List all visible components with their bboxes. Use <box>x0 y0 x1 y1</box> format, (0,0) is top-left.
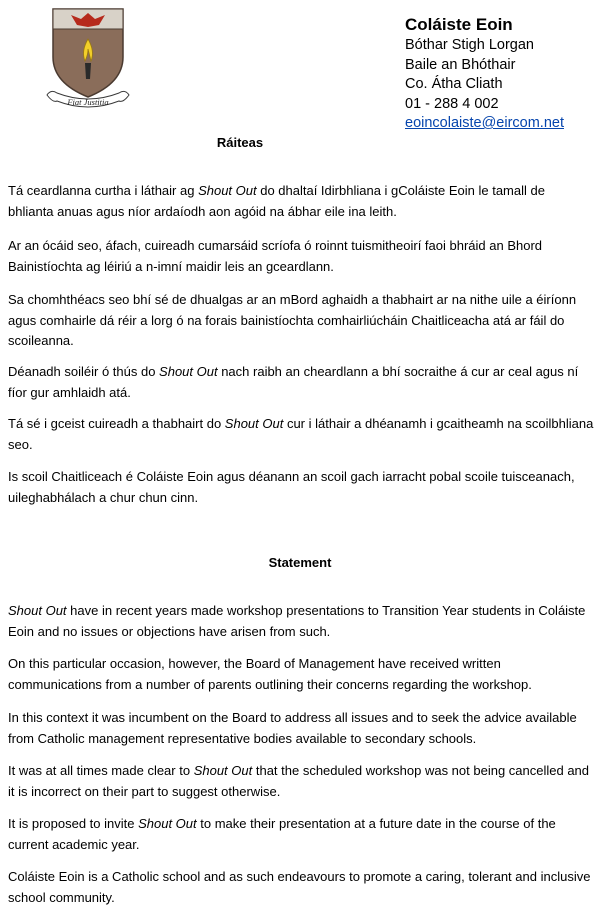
english-paragraph <box>8 761 594 802</box>
text-run: Is scoil Chaitliceach é Coláiste Eoin agus déanann an scoil gach iarracht pobal scoile tuisceanach, uileghabhálach a chur chun cinn. <box>8 469 575 505</box>
address-line: Co. Átha Cliath <box>405 76 503 92</box>
italic-run: Shout Out <box>8 603 67 618</box>
crest-motto: Fiat Justitia <box>67 97 109 107</box>
text-run: Tá sé i gceist cuireadh a thabhairt do <box>8 416 225 431</box>
english-paragraph <box>8 654 594 695</box>
english-paragraph <box>8 601 594 642</box>
english-paragraph <box>8 708 594 749</box>
italic-run: Shout Out <box>138 816 197 831</box>
text-run: Ar an ócáid seo, áfach, cuireadh cumarsáid scríofa ó roinnt tuismitheoirí faoi bhráid an Bhord Bainistíochta ag léiriú a n-imní maidir leis an gceardlann. <box>8 238 543 274</box>
irish-paragraph <box>8 236 594 277</box>
text-run: On this particular occasion, however, the Board of Management have received written communications from a number of parents outlining their concerns regarding the workshop. <box>8 656 532 692</box>
text-run: have in recent years made workshop presentations to Transition Year students in Coláiste Eoin and no issues or objections have arisen from such. <box>8 603 586 639</box>
address-block <box>405 14 564 134</box>
italic-run: Shout Out <box>193 763 253 778</box>
text-run: Sa chomhthéacs seo bhí sé de dhualgas ar an mBord aghaidh a thabhairt ar na nithe uile a éiríonn agus comhairle dá réir a lorg ó na forais bainistíochta comhairliúcháin Chaitliceacha atá ar fáil do scoileanna. <box>8 292 577 348</box>
text-run: It is proposed to invite <box>8 816 139 831</box>
school-crest-logo <box>43 5 133 113</box>
text-run: that the scheduled workshop was not being cancelled and it is incorrect on their part to suggest otherwise. <box>8 763 590 799</box>
irish-paragraph <box>8 467 594 508</box>
irish-heading: Ráiteas <box>216 135 264 150</box>
text-run: nach raibh an cheardlann a bhí socraithe á cur ar ceal agus ní fíor gur amhlaidh atá. <box>8 364 579 400</box>
irish-paragraph <box>8 290 594 352</box>
italic-run: Shout Out <box>224 416 284 431</box>
text-run: Déanadh soiléir ó thús do <box>8 364 160 379</box>
italic-run: Shout Out <box>198 183 257 198</box>
italic-run: Shout Out <box>159 364 218 379</box>
english-heading: Statement <box>268 555 332 570</box>
irish-paragraph <box>8 414 594 455</box>
text-run: do dhaltaí Idirbhliana i gColáiste Eoin le tamall de bhlianta anuas agus níor ardaíodh aon agóid na ábhar eile ina leith. <box>8 183 545 219</box>
irish-paragraph <box>8 181 594 222</box>
text-run: Coláiste Eoin is a Catholic school and as such endeavours to promote a caring, tolerant and inclusive school community. <box>8 869 591 905</box>
phone-number: 01 - 288 4 002 <box>405 95 499 112</box>
english-paragraph <box>8 867 594 908</box>
school-name: Coláiste Eoin <box>405 15 513 34</box>
text-run: Tá ceardlanna curtha i láthair ag <box>8 183 199 198</box>
email-link[interactable]: eoincolaiste@eircom.net <box>405 115 564 131</box>
text-run: In this context it was incumbent on the Board to address all issues and to seek the advice available from Catholic management representative bodies available to secondary schools. <box>8 710 577 746</box>
text-run: to make their presentation at a future date in the course of the current academic year. <box>8 816 556 852</box>
text-run: cur i láthair a dhéanamh i gcaitheamh na scoilbhliana seo. <box>8 416 594 452</box>
address-line: Baile an Bhóthair <box>405 56 516 73</box>
address-line: Bóthar Stigh Lorgan <box>405 37 534 53</box>
text-run: It was at all times made clear to <box>8 763 194 778</box>
english-paragraph <box>8 814 594 855</box>
irish-paragraph <box>8 362 594 403</box>
